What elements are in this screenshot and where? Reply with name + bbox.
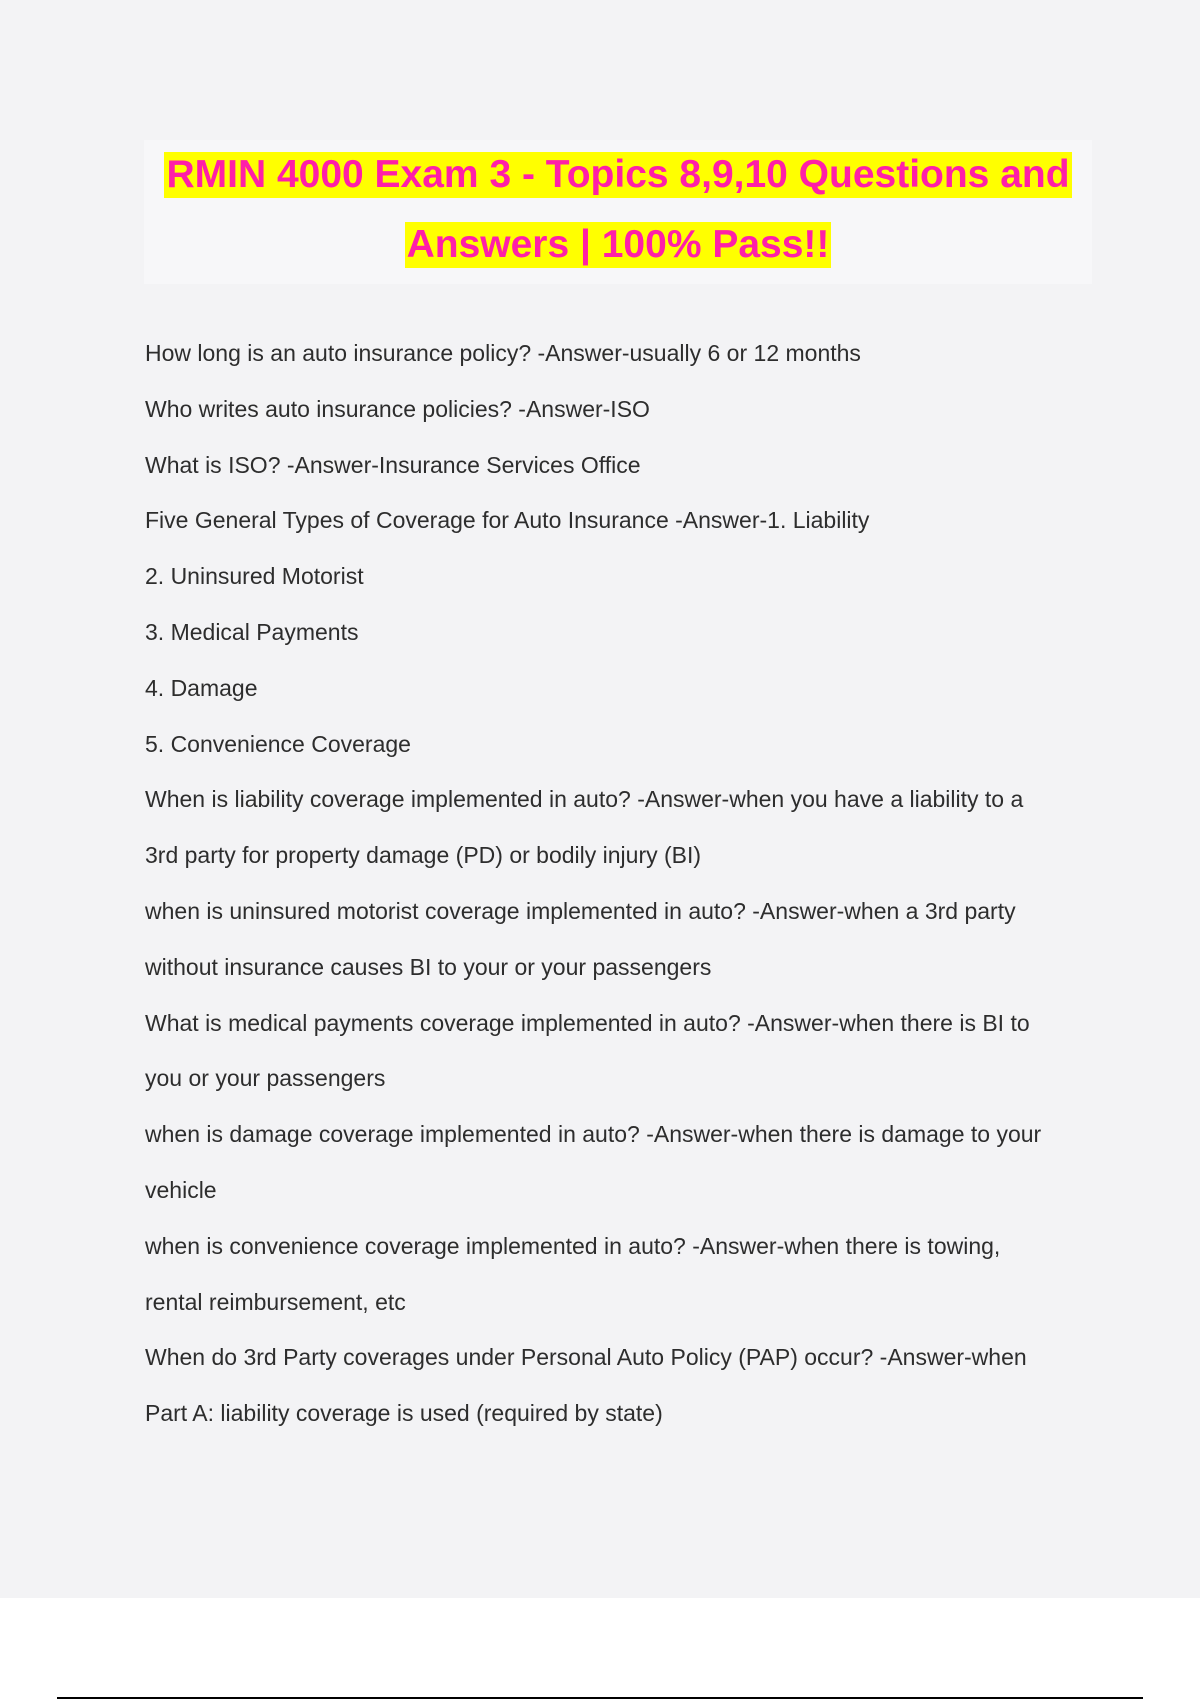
footer-divider <box>57 1697 1143 1699</box>
text-line: 3rd party for property damage (PD) or bodily injury (BI) <box>145 842 702 869</box>
text-line: you or your passengers <box>145 1065 386 1092</box>
text-line: rental reimbursement, etc <box>145 1288 406 1315</box>
text-line: when is damage coverage implemented in auto? -Answer-when there is damage to your <box>145 1121 1042 1148</box>
text-line: when is convenience coverage implemented in auto? -Answer-when there is towing, <box>145 1232 1001 1259</box>
document-title <box>144 140 1092 284</box>
text-line: 3. Medical Payments <box>145 618 359 645</box>
text-line: When do 3rd Party coverages under Personal Auto Policy (PAP) occur? -Answer-when <box>145 1344 1027 1371</box>
text-line: 4. Damage <box>145 674 258 701</box>
document-body <box>145 325 1105 1441</box>
text-line: Who writes auto insurance policies? -Answer-ISO <box>145 395 650 422</box>
title-text: Answers | 100% Pass!! <box>406 222 830 266</box>
text-line: When is liability coverage implemented in auto? -Answer-when you have a liability to a <box>145 786 1024 813</box>
text-line: What is ISO? -Answer-Insurance Services Office <box>145 451 641 478</box>
text-line: when is uninsured motorist coverage implemented in auto? -Answer-when a 3rd party <box>145 897 1016 924</box>
text-line: Five General Types of Coverage for Auto Insurance -Answer-1. Liability <box>145 507 870 534</box>
text-line: Part A: liability coverage is used (required by state) <box>145 1400 663 1427</box>
text-line: What is medical payments coverage implemented in auto? -Answer-when there is BI to <box>145 1009 1030 1036</box>
text-line: 5. Convenience Coverage <box>145 730 411 757</box>
title-text: RMIN 4000 Exam 3 - Topics 8,9,10 Questions and <box>166 152 1070 196</box>
text-line: vehicle <box>145 1176 217 1203</box>
title-line <box>144 140 1092 210</box>
text-line: 2. Uninsured Motorist <box>145 563 364 590</box>
text-line: without insurance causes BI to your or your passengers <box>145 953 712 980</box>
text-line: How long is an auto insurance policy? -Answer-usually 6 or 12 months <box>145 340 861 366</box>
title-line <box>144 210 1092 280</box>
